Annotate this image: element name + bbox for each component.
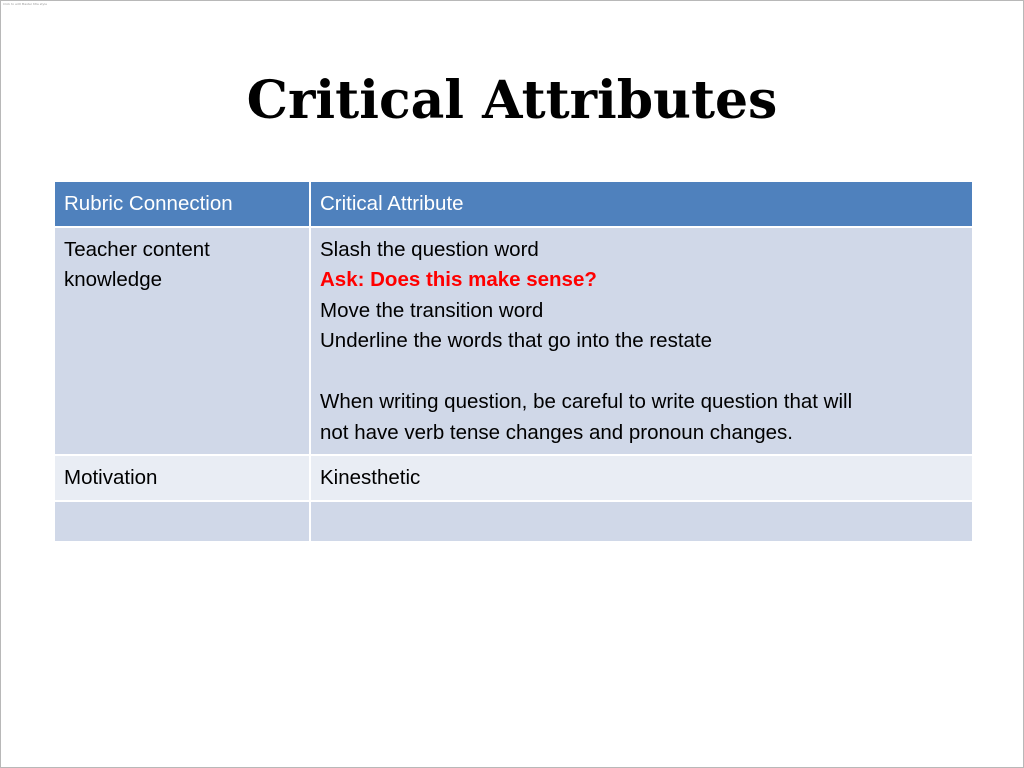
critical-attributes-table: [53, 180, 974, 543]
rubric-connection-cell: [54, 501, 310, 542]
slide-title: Critical Attributes: [246, 70, 778, 131]
rubric-connection-line: Teacher content: [64, 237, 210, 261]
blank-line: [320, 357, 963, 388]
attribute-line: Move the transition word: [320, 298, 544, 322]
rubric-connection-line: knowledge: [64, 268, 163, 291]
attribute-line-emphasis: Ask: Does this make sense?: [320, 268, 597, 291]
table-row: [54, 227, 973, 456]
critical-attribute-cell: [310, 227, 973, 456]
attribute-line: not have verb tense changes and pronoun changes.: [320, 420, 793, 444]
table-header-row: [54, 181, 973, 227]
rubric-connection-cell: Motivation: [54, 455, 310, 501]
rubric-connection-cell: [54, 227, 310, 456]
critical-attribute-cell: Kinesthetic: [310, 455, 973, 501]
corner-placeholder-text: Click to edit Master title style: [3, 2, 47, 6]
table-row: [54, 501, 973, 542]
attribute-line: Underline the words that go into the restate: [320, 329, 713, 352]
attribute-line: Slash the question word: [320, 237, 539, 261]
attribute-line: When writing question, be careful to write question that will: [320, 390, 853, 413]
table-row: [54, 455, 973, 501]
header-critical-attribute: Critical Attribute: [310, 181, 973, 227]
header-rubric-connection: Rubric Connection: [54, 181, 310, 227]
critical-attribute-cell: [310, 501, 973, 542]
